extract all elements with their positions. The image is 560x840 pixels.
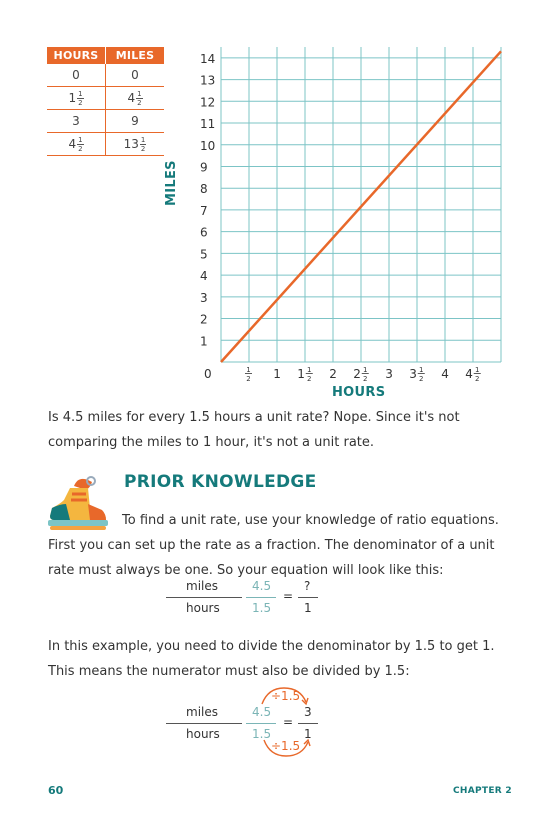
eq2-equals: = [283,715,294,729]
whole-number: 0 [131,68,139,82]
fraction-numerator: 1 [78,135,83,144]
y-tick-label: 10 [200,138,216,153]
fraction-denominator: 2 [137,98,142,107]
y-tick-label: 8 [200,182,208,197]
y-tick-label: 12 [200,95,216,110]
y-tick-label: 5 [200,247,208,262]
eq2-frac1-bar [246,723,276,724]
eq2-frac1-denominator: 1.5 [252,727,272,741]
page-number: 60 [48,784,64,797]
x-tick-fraction-numerator: 1 [363,366,368,374]
x-tick-label: 2 [329,367,337,381]
fraction-denominator: 2 [140,144,146,153]
whole-number: 9 [131,114,139,128]
prior-knowledge-title: PRIOR KNOWLEDGE [124,472,317,492]
origin-label: 0 [204,367,212,381]
y-axis-title: MILES [164,160,179,206]
whole-number: 13 [123,136,139,151]
y-tick-label: 3 [200,290,208,305]
x-tick-label: 1 [297,367,305,381]
eq1-frac2-numerator: ? [304,579,311,593]
y-tick-label: 11 [200,117,216,132]
eq1-frac1-bar [246,597,276,598]
whole-number: 3 [72,114,80,128]
chapter-label: CHAPTER 2 [452,786,512,796]
x-tick-fraction-numerator: 1 [419,366,424,374]
eq2-label-bar [166,723,242,724]
header-miles: MILES [106,47,165,64]
x-tick-label: 3 [409,367,417,381]
fraction-denominator: 2 [78,144,83,153]
divide-top-label: ÷1.5 [271,689,301,703]
whole-number: 4 [68,136,77,151]
eq1-frac1-numerator: 4.5 [252,579,272,593]
x-tick-fraction-numerator: 1 [475,366,480,374]
y-tick-label: 7 [200,203,208,218]
header-hours: HOURS [47,47,106,64]
eq1-frac2-bar [298,597,318,598]
eq2-label-numerator: miles [186,705,218,719]
y-tick-label: 14 [200,51,216,66]
y-tick-label: 2 [200,312,208,327]
whole-number: 1 [68,90,77,105]
eq1-equals: = [283,589,294,603]
divide-bottom-label: ÷1.5 [271,739,301,753]
y-tick-label: 13 [200,73,216,88]
eq1-frac1-denominator: 1.5 [252,601,272,615]
x-tick-fraction-denominator: 2 [419,375,424,383]
x-tick-fraction-numerator: 1 [307,366,312,374]
x-tick-label: 1 [273,367,281,381]
eq2-label-denominator: hours [186,727,220,741]
fraction-numerator: 1 [78,89,83,98]
eq1-frac2-denominator: 1 [304,601,312,615]
eq2-frac2-bar [298,723,318,724]
x-tick-fraction-numerator: 1 [246,366,251,374]
prior-knowledge-body: To find a unit rate, use your knowledge of ratio equations. First you can set up the rate as a fraction. The denominator of a unit rate must always be one. So your equation will look like this: [48,513,499,578]
y-tick-label: 4 [200,269,208,284]
x-tick-label: 3 [385,367,393,381]
fraction-numerator: 1 [140,135,146,144]
eq1-label-numerator: miles [186,579,218,593]
fraction-denominator: 2 [78,98,83,107]
eq2-frac2-numerator: 3 [304,705,312,719]
y-tick-label: 6 [200,225,208,240]
eq2-frac2-denominator: 1 [304,727,312,741]
whole-number: 4 [127,90,136,105]
x-tick-fraction-denominator: 2 [246,375,251,383]
x-tick-label: 2 [353,367,361,381]
y-tick-label: 1 [200,334,208,349]
whole-number: 0 [72,68,80,82]
y-tick-label: 9 [200,160,208,175]
eq1-label-bar [166,597,242,598]
example-intro-paragraph: In this example, you need to divide the denominator by 1.5 to get 1. This means the numerator must also be divided by 1.5: [48,639,495,679]
x-tick-fraction-denominator: 2 [307,375,312,383]
x-tick-fraction-denominator: 2 [475,375,480,383]
eq1-label-denominator: hours [186,601,220,615]
fraction-numerator: 1 [137,89,142,98]
x-tick-fraction-denominator: 2 [363,375,368,383]
question-paragraph: Is 4.5 miles for every 1.5 hours a unit rate? Nope. Since it's not comparing the miles to 1 hour, it's not a unit rate. [48,410,460,450]
x-tick-label: 4 [465,367,473,381]
eq2-frac1-numerator: 4.5 [252,705,272,719]
x-axis-title: HOURS [332,385,386,400]
x-tick-label: 4 [441,367,449,381]
